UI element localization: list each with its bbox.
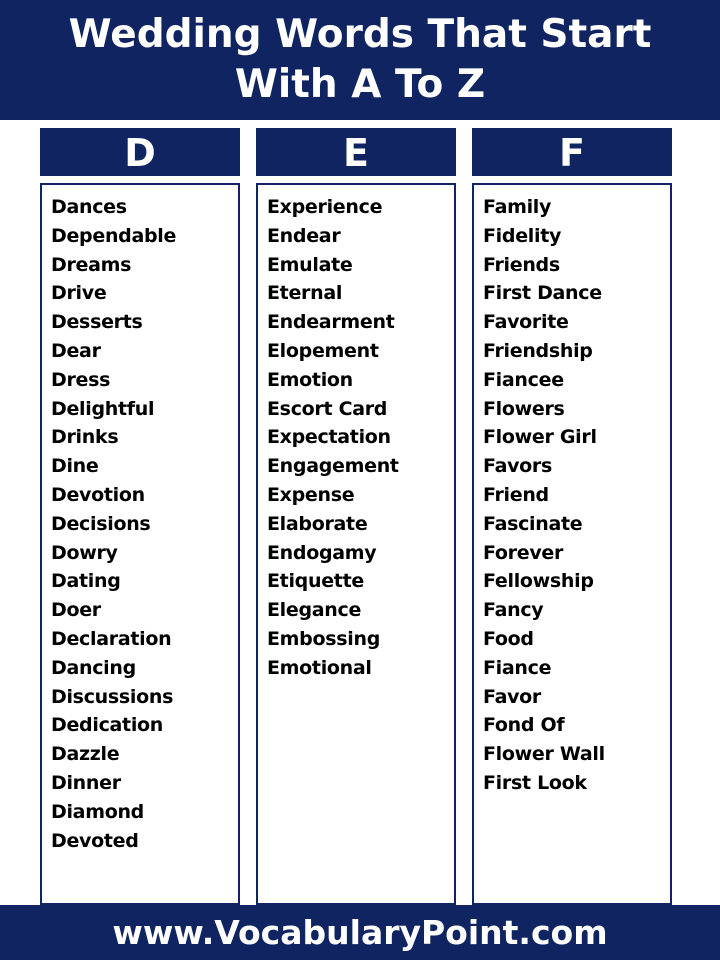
list-item: Dependable <box>51 224 177 247</box>
list-item: First Dance <box>483 282 602 305</box>
list-item: Fancy <box>483 599 544 622</box>
list-item: Flower Wall <box>483 743 605 766</box>
page-title-line-2: With A To Z <box>234 62 486 107</box>
list-item: Diamond <box>51 800 144 823</box>
list-item: Fidelity <box>483 224 562 247</box>
list-item: Endear <box>267 224 341 247</box>
list-item: Elegance <box>267 599 362 622</box>
list-item: Devotion <box>51 483 145 506</box>
list-item: Elaborate <box>267 512 368 535</box>
list-item: Dazzle <box>51 743 120 766</box>
list-item: Etiquette <box>267 570 364 593</box>
list-item: First Look <box>483 771 587 794</box>
list-item: Family <box>483 196 552 218</box>
word-list-items <box>42 185 238 855</box>
list-item: Emulate <box>267 253 353 276</box>
word-list-items <box>258 185 454 683</box>
list-item: Dreams <box>51 253 132 276</box>
list-item: Dating <box>51 570 121 593</box>
list-item: Dowry <box>51 541 118 564</box>
website-footer <box>0 905 720 960</box>
list-item: Fascinate <box>483 512 583 535</box>
website-url[interactable]: www.VocabularyPoint.com <box>112 913 608 952</box>
list-item: Dinner <box>51 771 121 794</box>
column-header-e: E <box>256 128 456 176</box>
list-item: Eternal <box>267 282 343 305</box>
list-item: Friends <box>483 253 560 276</box>
word-list-items <box>474 185 670 798</box>
list-item: Flowers <box>483 397 565 420</box>
list-item: Flower Girl <box>483 426 597 449</box>
list-item: Emotion <box>267 368 353 391</box>
list-item: Devoted <box>51 829 139 852</box>
list-item: Dancing <box>51 656 136 679</box>
list-item: Favor <box>483 685 541 708</box>
list-item: Decisions <box>51 512 151 535</box>
list-item: Fiance <box>483 656 552 679</box>
list-item: Endearment <box>267 311 395 334</box>
list-item: Dances <box>51 196 127 218</box>
list-item: Friendship <box>483 339 593 362</box>
list-item: Expense <box>267 483 355 506</box>
word-list-f <box>472 183 672 905</box>
list-item: Friend <box>483 483 549 506</box>
word-list-d <box>40 183 240 905</box>
list-item: Dress <box>51 368 111 391</box>
list-item: Favorite <box>483 311 569 334</box>
column-header-f: F <box>472 128 672 176</box>
list-item: Fiancee <box>483 368 564 391</box>
list-item: Endogamy <box>267 541 377 564</box>
list-item: Dedication <box>51 714 164 737</box>
word-list-e <box>256 183 456 905</box>
list-item: Engagement <box>267 455 399 478</box>
list-item: Desserts <box>51 311 143 334</box>
list-item: Embossing <box>267 627 380 650</box>
column-header-d: D <box>40 128 240 176</box>
list-item: Expectation <box>267 426 391 449</box>
list-item: Food <box>483 627 534 650</box>
list-item: Dine <box>51 455 99 478</box>
list-item: Drive <box>51 282 107 305</box>
list-item: Dear <box>51 339 101 362</box>
list-item: Favors <box>483 455 553 478</box>
list-item: Forever <box>483 541 564 564</box>
list-item: Elopement <box>267 339 379 362</box>
title-banner <box>0 0 720 120</box>
list-item: Experience <box>267 196 383 218</box>
page-title-line-1: Wedding Words That Start <box>68 12 652 57</box>
list-item: Delightful <box>51 397 155 420</box>
list-item: Fond Of <box>483 714 565 737</box>
list-item: Discussions <box>51 685 174 708</box>
list-item: Doer <box>51 599 101 622</box>
list-item: Fellowship <box>483 570 594 593</box>
list-item: Escort Card <box>267 397 388 420</box>
list-item: Emotional <box>267 656 372 679</box>
list-item: Declaration <box>51 627 172 650</box>
list-item: Drinks <box>51 426 119 449</box>
